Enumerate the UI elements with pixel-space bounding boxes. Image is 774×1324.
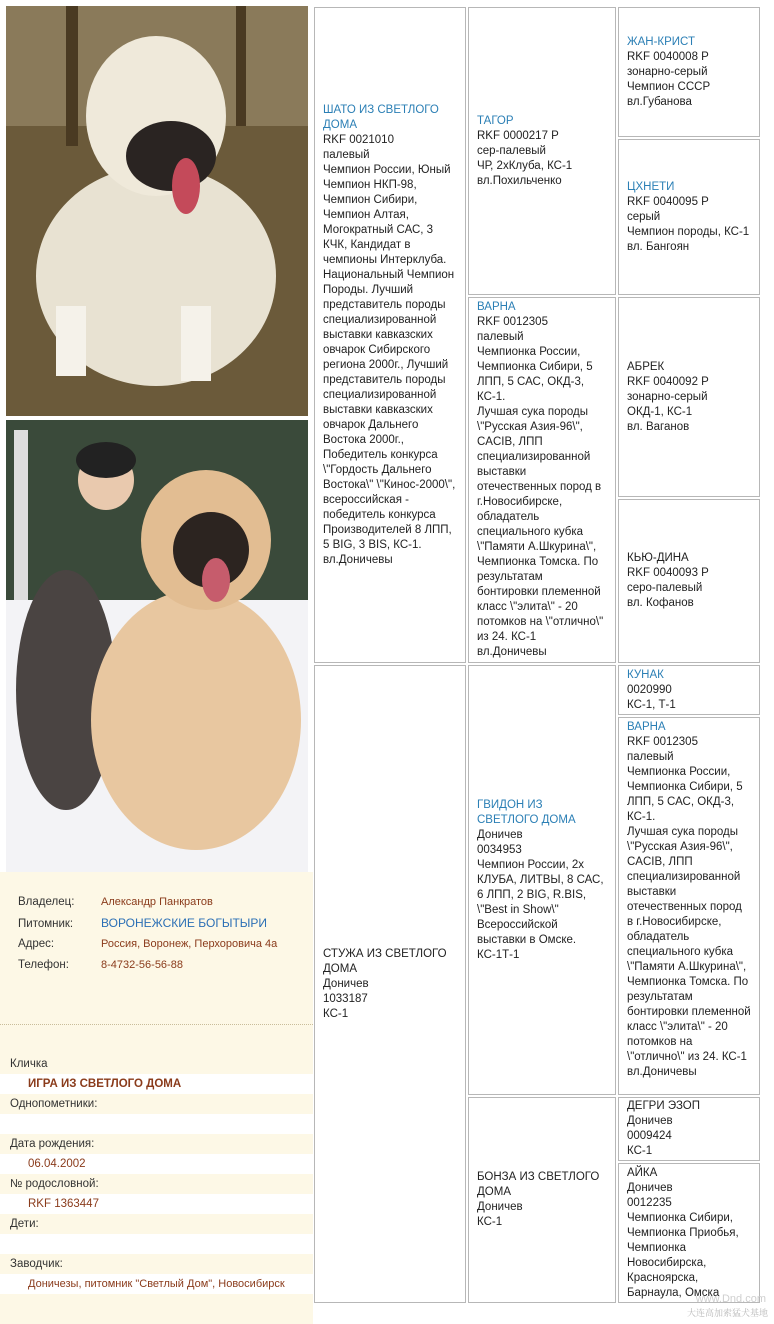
dds-details: Доничев 0009424 КС-1 bbox=[627, 1115, 673, 1157]
name-value: ИГРА ИЗ СВЕТЛОГО ДОМА bbox=[0, 1074, 313, 1094]
dam-dam-name: БОНЗА ИЗ СВЕТЛОГО ДОМА bbox=[477, 1171, 600, 1198]
dss-name-link[interactable]: КУНАК bbox=[627, 668, 664, 681]
owner-value: Александр Панкратов bbox=[101, 896, 213, 908]
breeder-label: Заводчик: bbox=[10, 1258, 63, 1270]
owner-block bbox=[18, 892, 308, 976]
sire-sire-details: RKF 0000217 Р сер-палевый ЧР, 2хКлуба, КС-1 вл.Похильченко bbox=[477, 129, 573, 187]
info-panel bbox=[0, 872, 313, 1324]
dam-sire-name-link[interactable]: ГВИДОН ИЗ СВЕТЛОГО ДОМА bbox=[477, 798, 576, 826]
pedigree-dam-sire-dam bbox=[618, 717, 760, 1095]
ddd-details: Доничев 0012235 Чемпионка Сибири, Чемпионка Приобья, Чемпионка Новосибирска, Красноярска, Барнаула, Омска bbox=[627, 1182, 739, 1299]
sire-sire-name-link[interactable]: ТАГОР bbox=[477, 114, 514, 127]
pedigree-label: № родословной: bbox=[10, 1178, 99, 1190]
dss-details: 0020990 КС-1, Т-1 bbox=[627, 683, 676, 711]
pedigree-sire-sire-dam bbox=[618, 139, 760, 295]
sire-dam-name-link[interactable]: ВАРНА bbox=[477, 301, 516, 313]
birth-value: 06.04.2002 bbox=[0, 1154, 313, 1174]
littermates-label: Однопометники: bbox=[10, 1098, 98, 1110]
pedigree-sire-dam-sire bbox=[618, 297, 760, 497]
sire-details: RKF 0021010 палевый Чемпион России, Юный Чемпион НКП-98, Чемпион Сибири, Чемпион Алтая, Могократный САС, 3 КЧК, Кандидат в чемпионы Интерклуба. Национальный Чемпион Породы. Лучший представитель породы специализированной выставки кавказских овчарок Сибирского региона 2000г., Лучший представитель породы специализированной выставки кавказских овчарок Дальнего Востока 2000г., Победитель конкурса \"Гордость Дальнего Востока\" \"Кинос-2000\", всероссийская - победитель конкурса Производителей 8 ЛПП, 5 BIG, 3 BIS, КС-1. вл.Доничевы bbox=[323, 133, 456, 566]
phone-row bbox=[18, 955, 308, 976]
kennel-link[interactable]: ВОРОНЕЖСКИЕ БОГЫТЫРИ bbox=[101, 916, 268, 930]
sire-name-link[interactable]: ШАТО ИЗ СВЕТЛОГО ДОМА bbox=[323, 103, 439, 131]
pedigree-sire-dam bbox=[468, 297, 616, 663]
pedigree-dam-sire bbox=[468, 665, 616, 1095]
name-label: Кличка bbox=[10, 1058, 48, 1070]
birth-label: Дата рождения: bbox=[10, 1138, 95, 1150]
dam-dam-details: Доничев КС-1 bbox=[477, 1201, 523, 1228]
pedigree-dam bbox=[314, 665, 466, 1303]
ssd-name-link[interactable]: ЦХНЕТИ bbox=[627, 180, 675, 193]
sire-dam-details: RKF 0012305 палевый Чемпионка России, Чемпионка Сибири, 5 ЛПП, 5 САС, ОКД-3, КС-1. Лучшая сука породы \"Русская Азия-96\", CACIB, ЛПП специализированной выставки отечественных пород в г.Новосибирске, обладатель специального кубка \"Памяти А.Шкурина\", Чемпионка Томска. По результатам бонтировки племенной класс \"элита\" - 20 потомков на \"отлично\" из 24. КС-1 вл.Доничевы bbox=[477, 316, 604, 658]
dds-name: ДЕГРИ ЭЗОП bbox=[627, 1100, 700, 1112]
dsd-details: RKF 0012305 палевый Чемпионка России, Чемпионка Сибири, 5 ЛПП, 5 САС, ОКД-3, КС-1. Лучшая сука породы \"Русская Азия-96\", CACIB, ЛПП специализированной выставки отечественных пород в г.Новосибирске, обладатель специального кубка \"Памяти А.Шкурина\", Чемпионка Томска. По результатам бонтировки племенной класс \"элита\" - 20 потомков на \"отлично\" из 24. КС-1 вл.Доничевы bbox=[627, 736, 751, 1078]
owner-row bbox=[18, 892, 308, 913]
pedigree-sire-dam-dam bbox=[618, 499, 760, 663]
watermark-text: 大连高加索猛犬基地 bbox=[686, 1308, 768, 1318]
phone-value: 8-4732-56-56-88 bbox=[101, 959, 183, 971]
address-label: Адрес: bbox=[18, 938, 55, 950]
divider bbox=[0, 1024, 313, 1025]
dog-fields bbox=[0, 1054, 313, 1294]
phone-label: Телефон: bbox=[18, 959, 69, 971]
sdd-name: КЬЮ-ДИНА bbox=[627, 552, 689, 564]
sss-name-link[interactable]: ЖАН-КРИСТ bbox=[627, 35, 696, 48]
sdd-details: RKF 0040093 Р серо-палевый вл. Кофанов bbox=[627, 567, 709, 609]
dog-photo-top bbox=[6, 6, 308, 416]
sds-name: АБРЕК bbox=[627, 360, 665, 373]
littermates-value bbox=[0, 1114, 313, 1134]
address-row bbox=[18, 934, 308, 955]
dog-photo-bottom bbox=[6, 420, 308, 872]
kennel-row bbox=[18, 913, 308, 934]
children-value bbox=[0, 1234, 313, 1254]
pedigree-dam-dam-sire bbox=[618, 1097, 760, 1161]
watermark-url: www.Dnd.com bbox=[695, 1293, 766, 1305]
ssd-details: RKF 0040095 Р серый Чемпион породы, КС-1 вл. Бангоян bbox=[627, 195, 750, 253]
breeder-value: Доничезы, питомник "Светлый Дом", Новосибирск bbox=[0, 1274, 313, 1294]
pedigree-sire-sire-sire bbox=[618, 7, 760, 137]
ddd-name: АЙКА bbox=[627, 1167, 658, 1179]
dsd-name-link[interactable]: ВАРНА bbox=[627, 721, 666, 733]
pedigree-value: RKF 1363447 bbox=[0, 1194, 313, 1214]
pedigree-dam-dam-dam bbox=[618, 1163, 760, 1303]
sds-details: RKF 0040092 Р зонарно-серый ОКД-1, КС-1 вл. Ваганов bbox=[627, 375, 709, 433]
children-label: Дети: bbox=[10, 1218, 39, 1230]
pedigree-sire bbox=[314, 7, 466, 663]
owner-label: Владелец: bbox=[18, 896, 75, 908]
kennel-label: Питомник: bbox=[18, 918, 74, 930]
address-value: Россия, Воронеж, Перхоровича 4а bbox=[101, 938, 278, 950]
pedigree-sire-sire bbox=[468, 7, 616, 295]
dam-details: Доничев 1033187 КС-1 bbox=[323, 977, 369, 1020]
pedigree-dam-sire-sire bbox=[618, 665, 760, 715]
dam-sire-details: Доничев 0034953 Чемпион России, 2х КЛУБА, ЛИТВЫ, 8 САС, 6 ЛПП, 2 BIG, R.BIS, \"Best in Show\" Всероссийской выставки в Омске. КС-1Т-1 bbox=[477, 828, 604, 961]
pedigree-dam-dam bbox=[468, 1097, 616, 1303]
sss-details: RKF 0040008 Р зонарно-серый Чемпион СССР вл.Губанова bbox=[627, 50, 711, 108]
dam-name: СТУЖА ИЗ СВЕТЛОГО ДОМА bbox=[323, 947, 447, 975]
